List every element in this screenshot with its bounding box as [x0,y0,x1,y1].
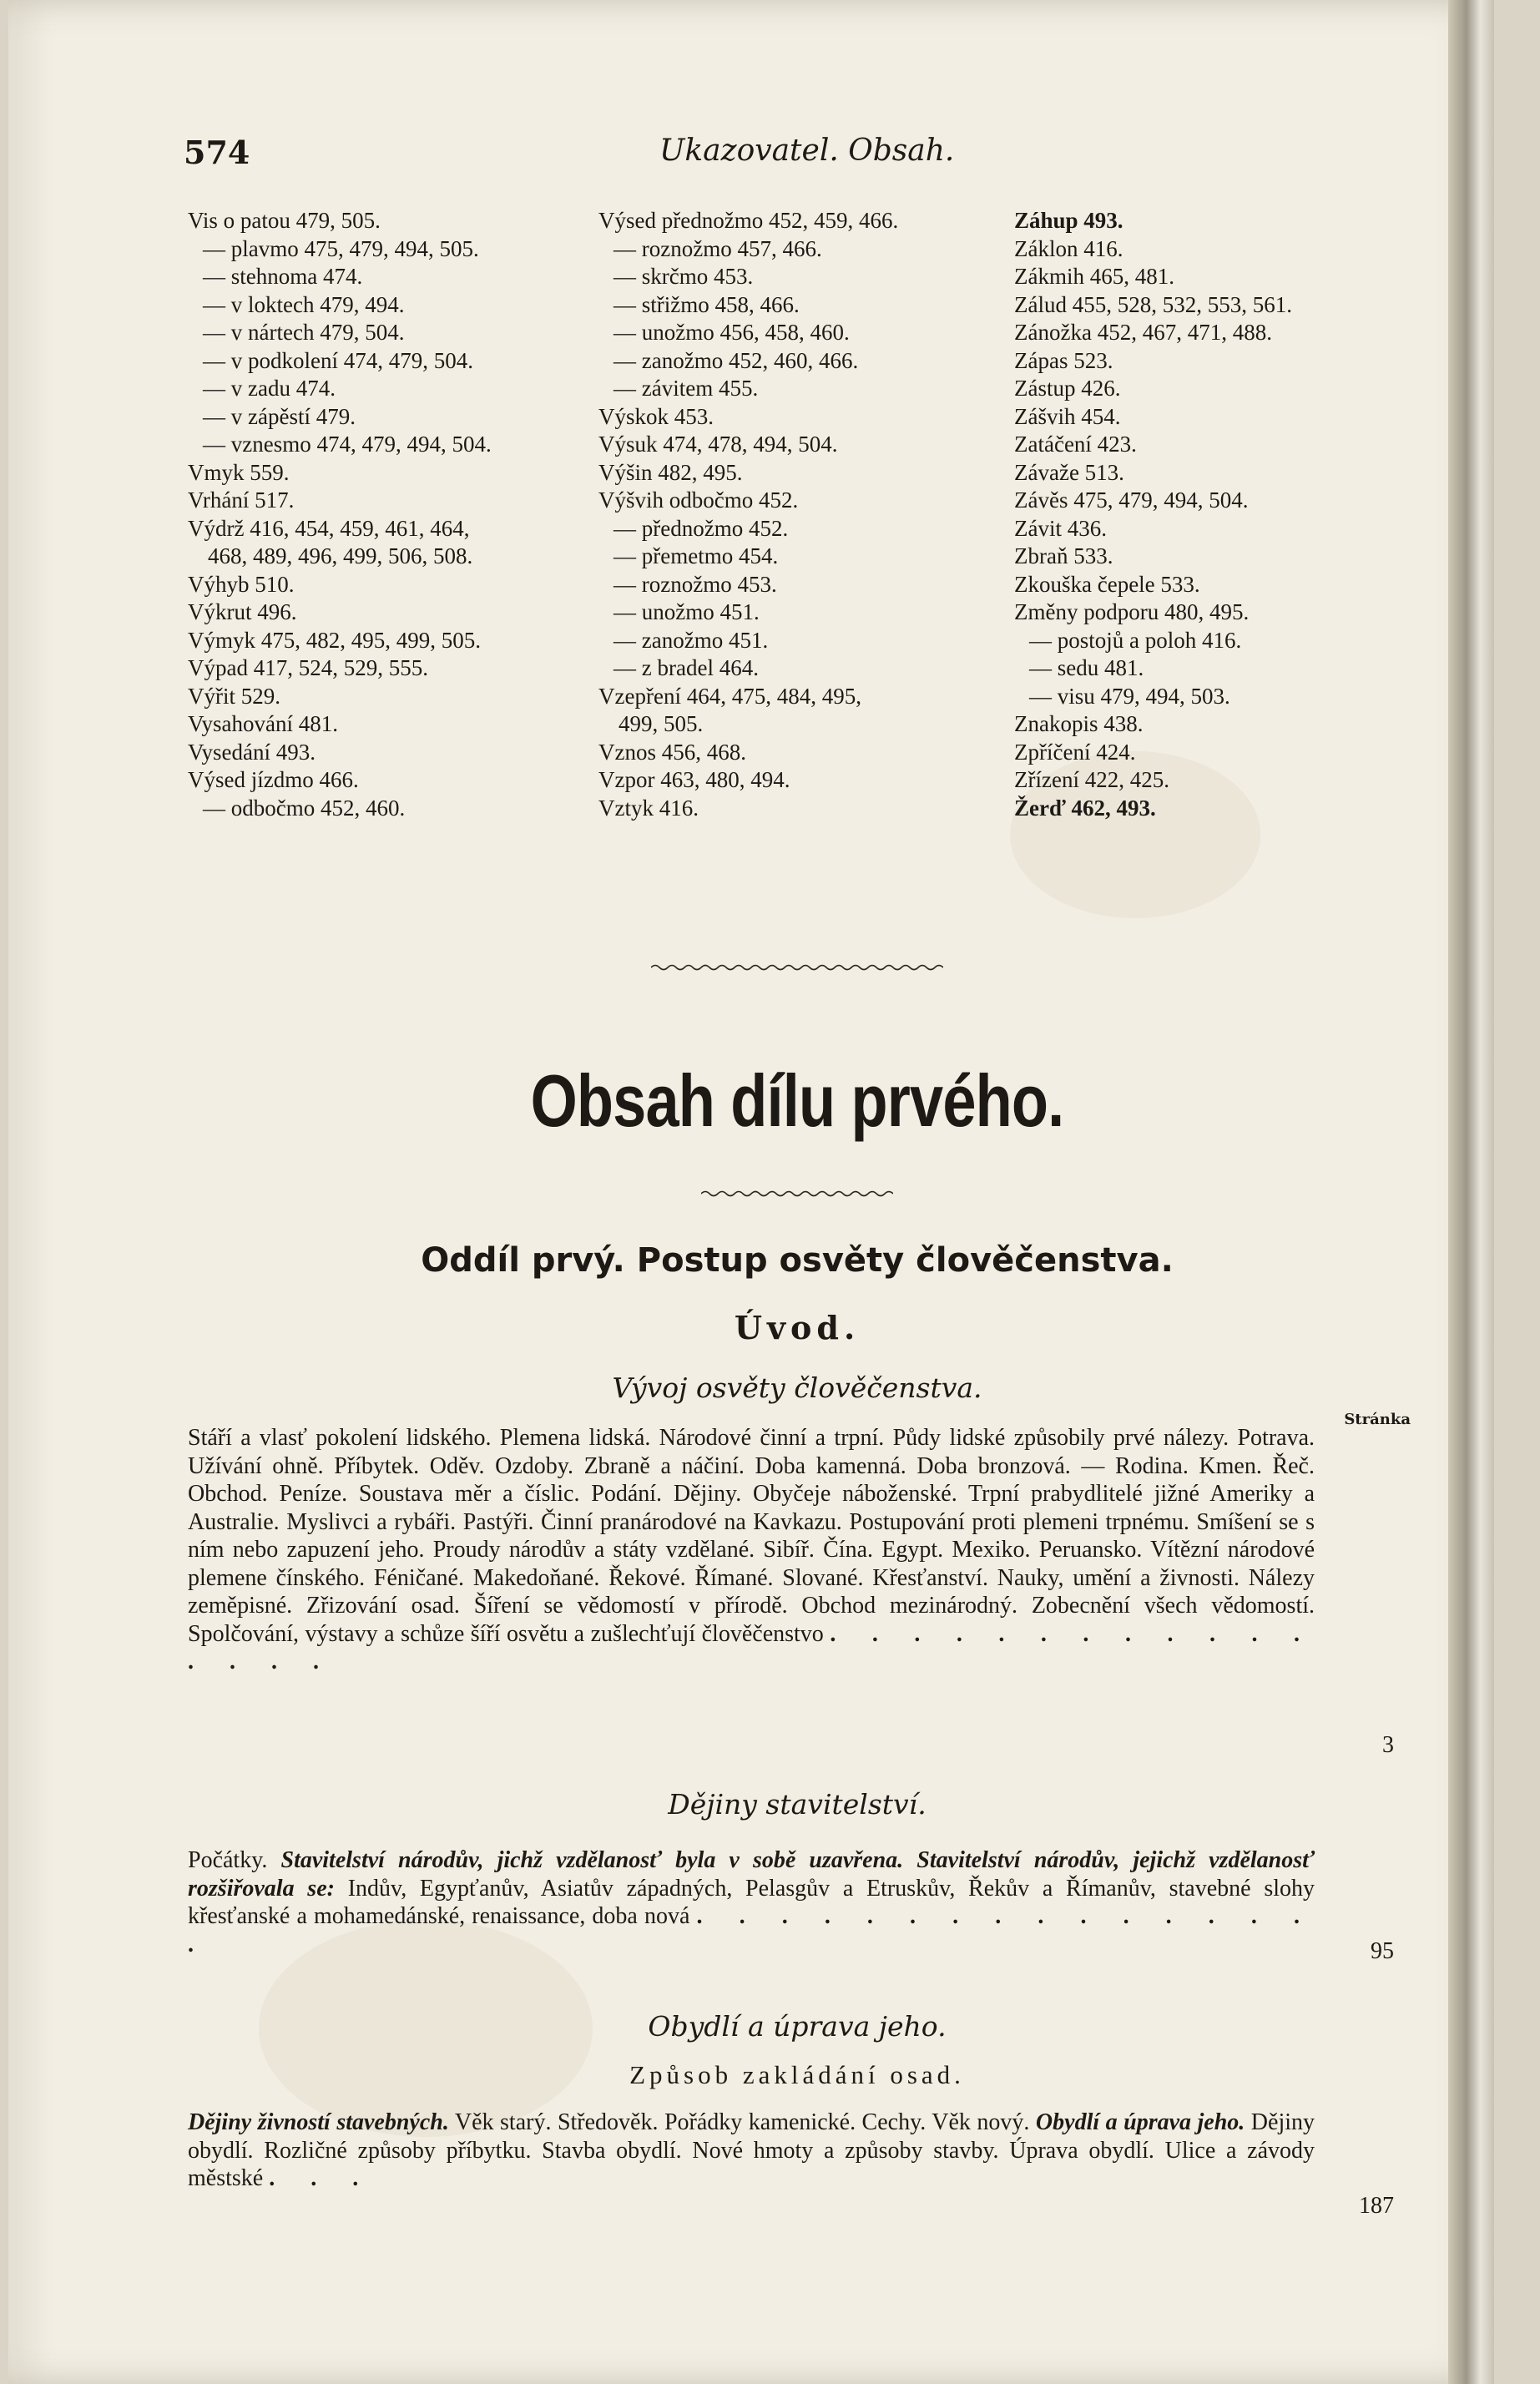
index-entry: Výšin 482, 495. [598,459,743,485]
index-entry: Zkouška čepele 533. [1014,571,1200,597]
index-entry: Vis o patou 479, 505. [188,208,381,233]
summary-italic: Obydlí a úprava jeho. [1035,2109,1245,2135]
index-entry: — roznožmo 457, 466. [613,235,822,261]
index-entry: — stehnoma 474. [203,264,363,289]
index-entry: Vznos 456, 468. [598,739,746,765]
index-entry: — unožmo 456, 458, 460. [613,320,850,345]
index-entry: Vztyk 416. [598,795,699,821]
index-entry: — plavmo 475, 479, 494, 505. [203,235,479,261]
index-entry: Zpříčení 424. [1014,739,1136,765]
section-summary [188,1846,1315,1958]
summary-italic: Stavitelství národův, jichž vzdělanosť byla v sobě uzavřena. Stavitelství národův, jejichž vzdělanosť rozšiřovala se: [188,1847,1315,1902]
index-entry: Žerď 462, 493. [1014,795,1156,821]
running-title: Ukazovatel. Obsah. [659,134,955,168]
index-entry: — visu 479, 494, 503. [1029,683,1230,709]
index-entry: — závitem 455. [613,376,759,401]
index-entry: Výmyk 475, 482, 495, 499, 505. [188,627,481,653]
summary-text: Dějiny obydlí. Rozličné způsoby příbytku. Stavba obydlí. Nové hmoty a způsoby stavby. Úprava obydlí. Ulice a závody městské [188,2109,1315,2191]
summary-text: Věk starý. Středověk. Pořádky kamenické. Cechy. Věk nový. [454,2109,1030,2135]
wavy-divider [701,1189,893,1198]
section-summary [188,2109,1315,2193]
index-entry: Záklon 416. [1014,235,1123,261]
index-entry: — zanožmo 452, 460, 466. [613,347,859,373]
index-entry: — střižmo 458, 466. [613,291,800,317]
index-entry: Výsed přednožmo 452, 459, 466. [598,208,899,233]
index-entry: — zanožmo 451. [613,627,769,653]
index-entry: Znakopis 438. [1014,711,1144,736]
book-page [8,0,1494,2384]
index-entry: Zástup 426. [1014,376,1121,401]
section-heading: Obydlí a úprava jeho. [648,2010,947,2043]
index-column-1 [188,207,580,822]
page-reference: 187 [1359,2193,1394,2219]
index-entry: — sedu 481. [1029,655,1144,680]
index-entry: Výsuk 474, 478, 494, 504. [598,432,838,457]
index-entry: Zánožka 452, 467, 471, 488. [1014,320,1272,345]
index-entry: 468, 489, 496, 499, 506, 508. [208,543,473,568]
index-entry: Vmyk 559. [188,459,290,485]
index-entry: Vysedání 493. [188,739,316,765]
section-subheading: Způsob zakládání osad. [629,2060,965,2089]
index-entry: — postojů a poloh 416. [1029,627,1242,653]
index-entry: — odbočmo 452, 460. [203,795,406,821]
summary-text: Indův, Egypťanův, Asiatův západných, Pelasgův a Etruskův, Řekův a Římanův, stavebné slohy křesťanské a mohamedánské, renaissance, doba nová [188,1875,1315,1929]
index-entry: — vznesmo 474, 479, 494, 504. [203,432,492,457]
index-entry: — přemetmo 454. [613,543,779,568]
index-entry: Výsed jízdmo 466. [188,767,359,792]
index-entry: Výdrž 416, 454, 459, 461, 464, [188,515,470,541]
index-entry: — roznožmo 453. [613,571,777,597]
index-entry: Závaže 513. [1014,459,1124,485]
leader-dots: . . . . . . . . . . . . . . . . [188,1903,1315,1957]
index-entry: — v loktech 479, 494. [203,291,405,317]
index-entry: Závěs 475, 479, 494, 504. [1014,487,1249,513]
index-entry: — z bradel 464. [613,655,759,680]
index-entry: Vzepření 464, 475, 484, 495, [598,683,861,709]
index-entry: — v zápěstí 479. [203,403,356,429]
index-entry: Zášvih 454. [1014,403,1121,429]
index-entry: Výpad 417, 524, 529, 555. [188,655,428,680]
index-entry: Zálud 455, 528, 532, 553, 561. [1014,291,1292,317]
index-column-2 [598,207,1016,822]
wavy-divider [651,963,943,972]
index-columns [188,207,1423,858]
index-entry: Výhyb 510. [188,571,295,597]
index-entry: — v podkolení 474, 479, 504. [203,347,473,373]
running-head [184,134,1411,175]
section-summary [188,1424,1315,1676]
part-title: Oddíl prvý. Postup osvěty člověčenstva. [421,1241,1174,1280]
index-entry: — v zadu 474. [203,376,336,401]
summary-text: Stáří a vlasť pokolení lidského. Plemena lidská. Národové činní a trpní. Půdy lidské způsobily prvé nálezy. Potrava. Užívání ohně. Příbytek. Oděv. Ozdoby. Zbraně a náčiní. Doba kamenná. Doba bronzová. — Rodina. Kmen. Řeč. Obchod. Peníze. Soustava měr a číslic. Podání. Dějiny. Obyčeje náboženské. Trpní prabydlitelé jižné Ameriky a Australie. Myslivci a rybáři. Pastýři. Činní pranárodové na Kavkazu. Postupování proti plemeni trpnému. Smíšení se s ním nebo zapuzení jeho. Proudy národův a státy vzdělané. Sibíř. Čína. Egypt. Mexiko. Peruansko. Vítězní národové plemene čínského. Féničané. Makedoňané. Řekové. Římané. Slované. Křesťanství. Nauky, umění a živnosti. Nálezy zeměpisné. Zřizování osad. Šíření se vědomostí v přírodě. Obchod mezinárodný. Zobecnění všech vědomostí. Spolčování, výstavy a schůze šíří osvětu a zušlechťují člověčenstvo [188,1425,1315,1647]
leader-dots: . . . [269,2165,374,2191]
index-entry: 499, 505. [619,711,704,736]
index-entry: Zákmih 465, 481. [1014,264,1174,289]
index-entry: Závit 436. [1014,515,1107,541]
index-entry: Záhup 493. [1014,208,1123,233]
index-entry: — unožmo 451. [613,599,760,624]
index-entry: — přednožmo 452. [613,515,789,541]
index-entry: Změny podporu 480, 495. [1014,599,1250,624]
index-entry: Výskok 453. [598,403,714,429]
index-entry: — v nártech 479, 504. [203,320,405,345]
index-entry: — skrčmo 453. [613,264,754,289]
summary-italic: Dějiny živností stavebných. [188,2109,449,2135]
index-entry: Vysahování 481. [188,711,338,736]
page-reference: 3 [1382,1732,1394,1758]
index-entry: Zbraň 533. [1014,543,1113,568]
page-reference: 95 [1371,1938,1394,1964]
index-entry: Vrhání 517. [188,487,295,513]
page-number: 574 [184,134,250,171]
index-entry: Výřit 529. [188,683,280,709]
index-entry: Zatáčení 423. [1014,432,1137,457]
leader-dots: . . . . . . . . . . . . . . . . [188,1620,1315,1674]
index-entry: Vzpor 463, 480, 494. [598,767,790,792]
index-entry: Výšvih odbočmo 452. [598,487,799,513]
index-entry: Zápas 523. [1014,347,1113,373]
section-heading: Vývoj osvěty člověčenstva. [612,1371,982,1404]
summary-lead: Počátky. [188,1847,268,1873]
page-column-label: Stránka [1344,1411,1411,1428]
section-heading: Dějiny stavitelství. [668,1788,927,1821]
contents-title: Obsah dílu prvého. [530,1059,1064,1142]
intro-heading: Úvod. [734,1309,861,1346]
index-entry: Výkrut 496. [188,599,297,624]
index-entry: Zřízení 422, 425. [1014,767,1169,792]
book-gutter [1448,0,1494,2384]
index-column-3 [1014,207,1431,822]
